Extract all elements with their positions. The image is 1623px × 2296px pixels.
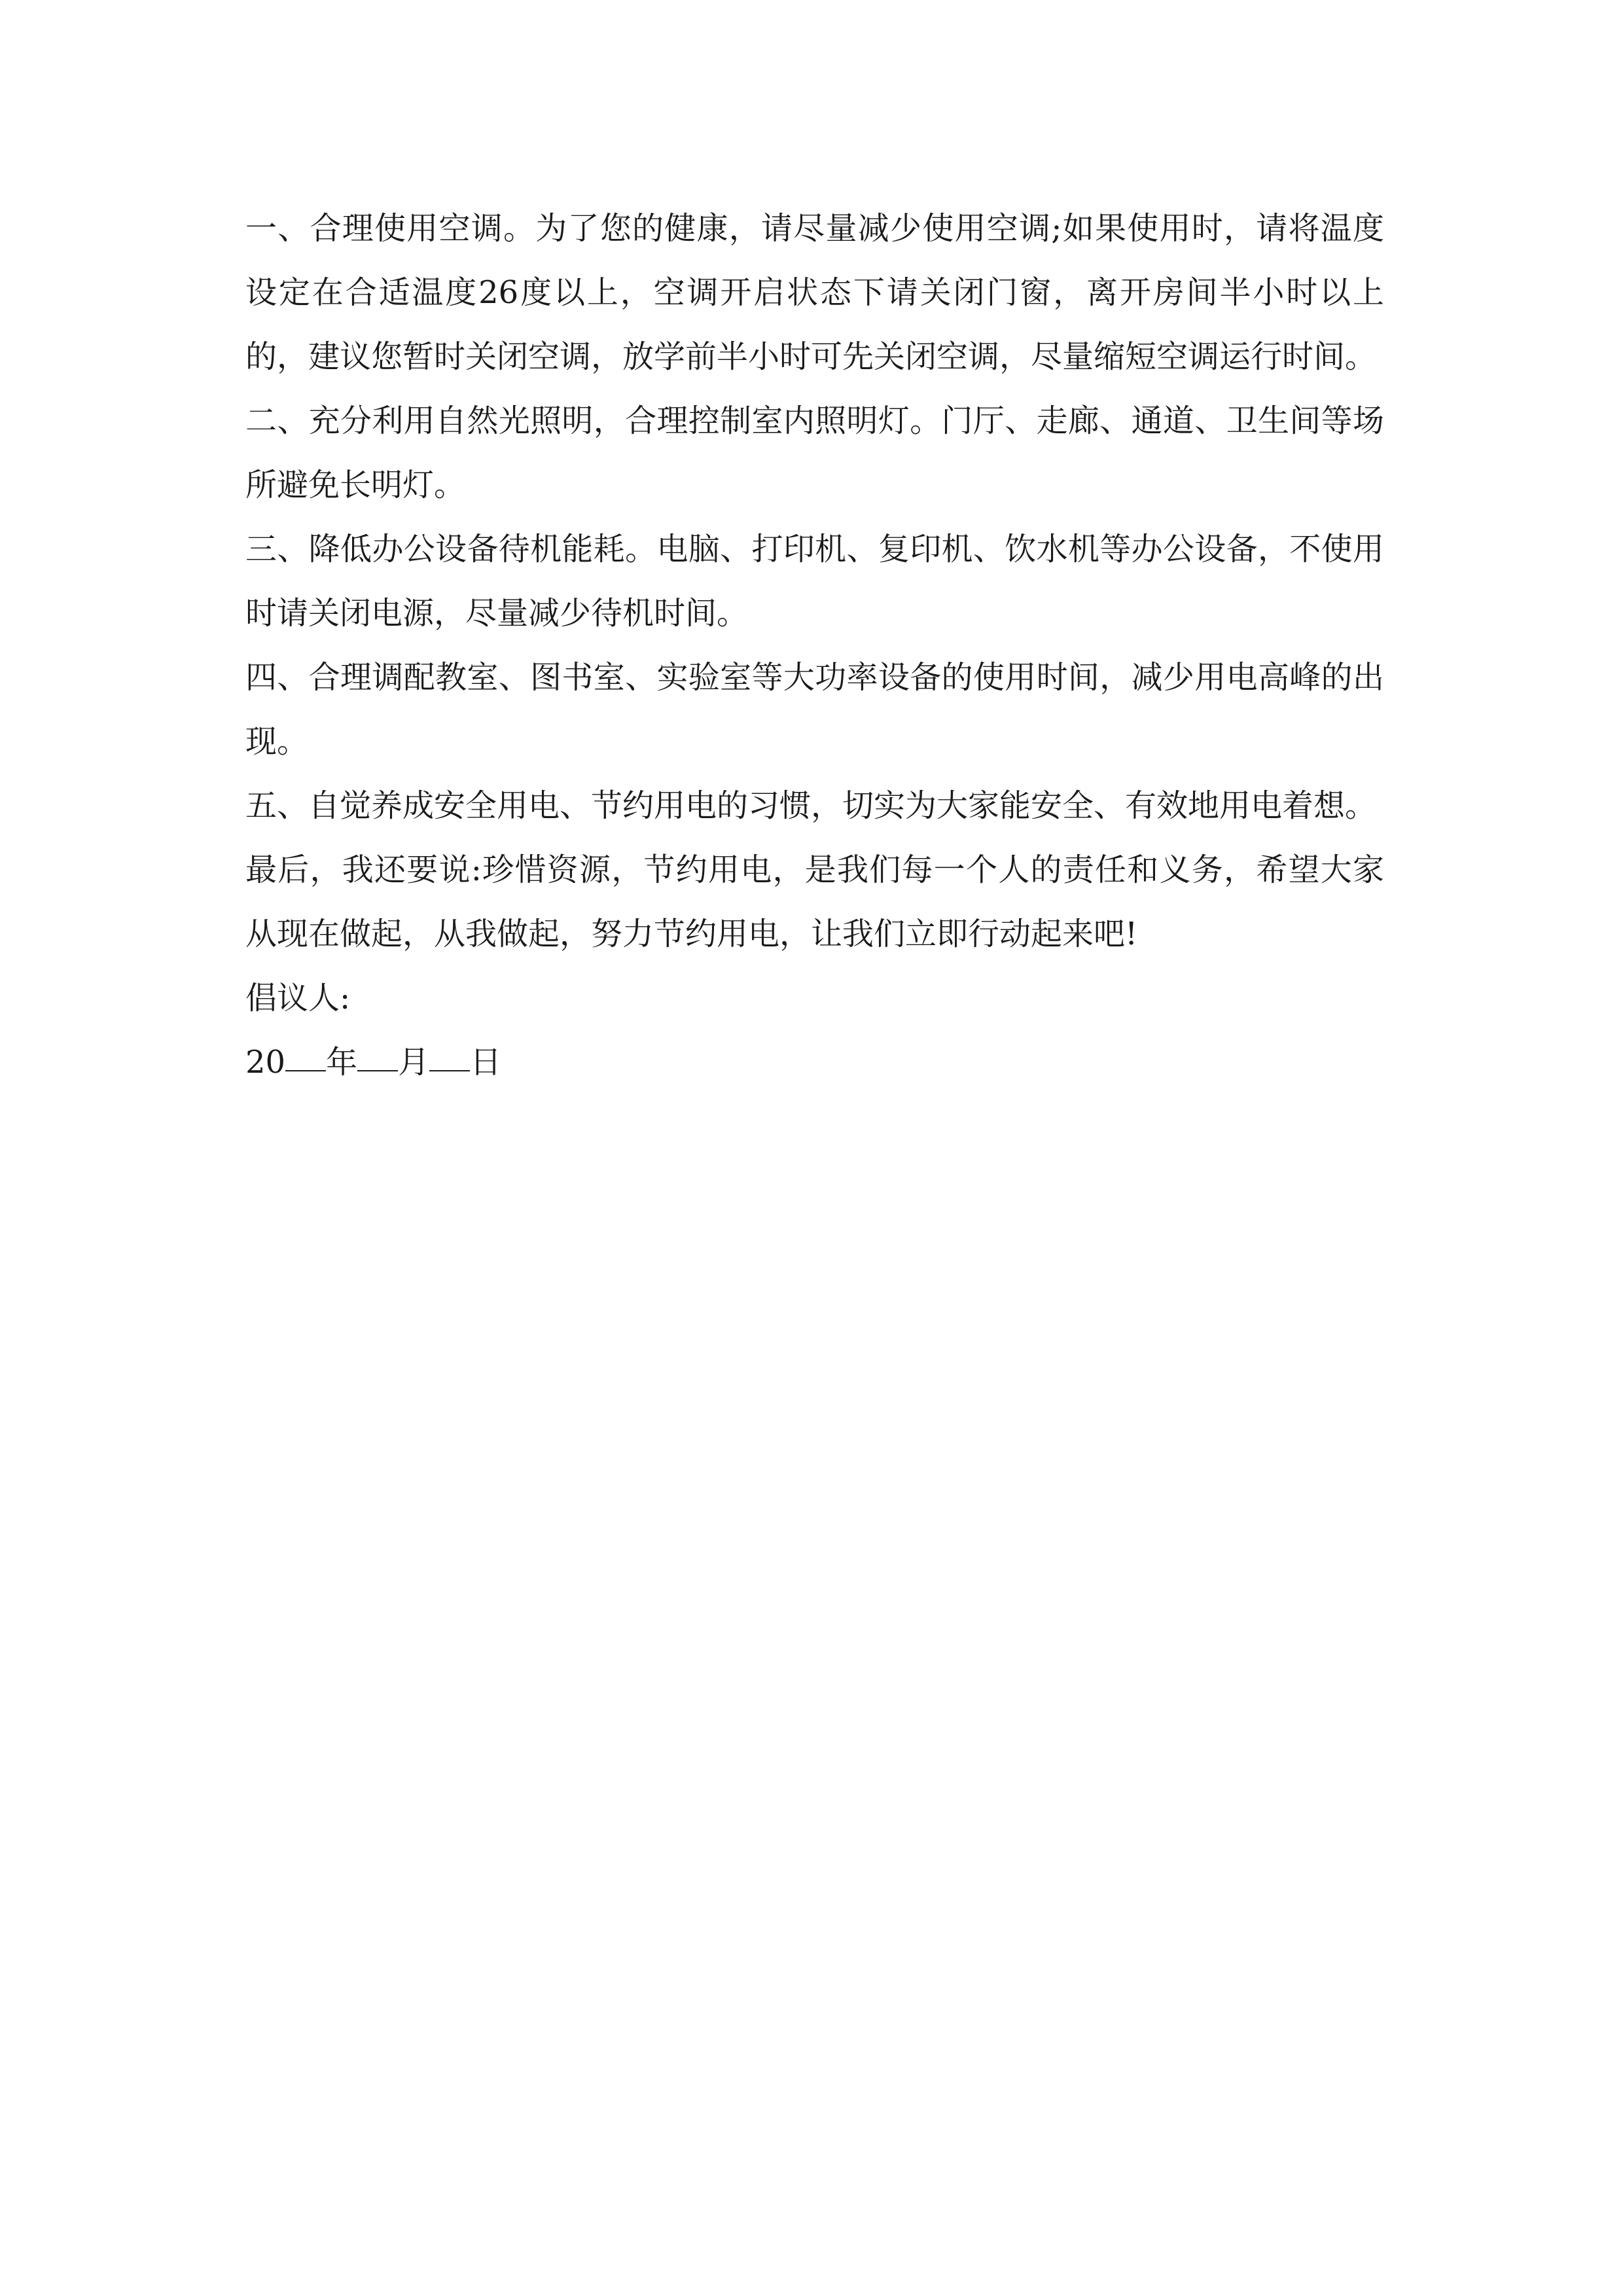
year-label: 年: [326, 1044, 358, 1081]
paragraph-office-equipment: 三、降低办公设备待机能耗。电脑、打印机、复印机、饮水机等办公设备，不使用时请关闭电源，尽量减少待机时间。: [245, 531, 1384, 632]
paragraph-lighting: 二、充分利用自然光照明，合理控制室内照明灯。门厅、走廊、通道、卫生间等场所避免长明灯。: [245, 403, 1384, 503]
month-label: 月: [398, 1044, 430, 1081]
month-blank: [357, 1069, 398, 1071]
year-blank: [285, 1069, 326, 1071]
paragraph-air-conditioning: 一、合理使用空调。为了您的健康，请尽量减少使用空调;如果使用时，请将温度设定在合适温度26度以上，空调开启状态下请关闭门窗，离开房间半小时以上的，建议您暂时关闭空调，放学前半小时可先关闭空调，尽量缩短空调运行时间。: [245, 210, 1384, 375]
paragraph-closing: 最后，我还要说:珍惜资源，节约用电，是我们每一个人的责任和义务，希望大家从现在做起，从我做起，努力节约用电，让我们立即行动起来吧!: [245, 852, 1384, 952]
date-line: [245, 1030, 1384, 1094]
document-body: [245, 196, 1384, 1094]
day-blank: [429, 1069, 470, 1071]
paragraph-safe-usage: 五、自觉养成安全用电、节约用电的习惯，切实为大家能安全、有效地用电着想。: [245, 787, 1377, 824]
date-prefix: 20: [245, 1044, 286, 1081]
signatory-label: 倡议人:: [245, 980, 351, 1016]
day-label: 日: [470, 1044, 502, 1081]
paragraph-equipment-scheduling: 四、合理调配教室、图书室、实验室等大功率设备的使用时间，减少用电高峰的出现。: [245, 659, 1384, 760]
